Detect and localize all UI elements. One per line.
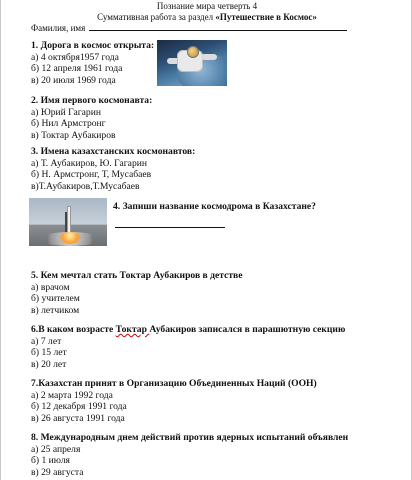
question-4 <box>113 201 316 213</box>
question-3-option-c[interactable]: в)Т.Аубакиров,Т.Мусабаев <box>31 180 140 192</box>
question-6-title-underlined: Токтар <box>115 324 150 335</box>
name-field <box>31 22 347 34</box>
question-8-option-b[interactable]: б) 1 июля <box>31 455 70 466</box>
question-2-option-b[interactable]: б) Нил Армстронг <box>31 118 106 129</box>
question-1-option-b[interactable]: б) 12 апреля 1961 года <box>31 63 123 74</box>
launch-flame <box>59 232 81 244</box>
question-7-option-c[interactable]: в) 26 августа 1991 года <box>31 412 125 424</box>
question-2 <box>31 95 152 141</box>
question-6-title-suffix: Аубакиров записался в парашютную секцию <box>149 324 346 335</box>
worksheet-header <box>1 0 412 23</box>
question-2-option-a[interactable]: а) Юрий Гагарин <box>31 106 101 118</box>
question-6-option-c[interactable]: в) 20 лет <box>31 358 67 370</box>
question-4-answer-line[interactable] <box>115 227 225 228</box>
question-3-option-a[interactable]: а) Т. Аубакиров, Ю. Гагарин <box>31 157 148 169</box>
question-6-title-prefix: 6.В каком возрасте <box>31 324 116 335</box>
astronaut-arm-right <box>201 54 217 60</box>
question-8 <box>31 432 348 478</box>
header-subject: Познание мира четверть 4 <box>156 1 258 11</box>
astronaut-helmet <box>187 46 199 58</box>
question-1-title: 1. Дорога в космос открыта: <box>31 40 155 51</box>
question-1 <box>31 40 154 86</box>
question-8-option-c[interactable]: в) 29 августа <box>31 466 84 478</box>
question-6-option-a[interactable]: а) 7 лет <box>31 335 62 347</box>
header-title-section: «Путешествие в Космос» <box>215 12 317 22</box>
question-6-option-b[interactable]: б) 15 лет <box>31 347 67 358</box>
header-title-prefix: Суммативная работа за раздел <box>97 12 216 22</box>
question-5-option-c[interactable]: в) летчиком <box>31 304 80 316</box>
question-4-title: 4. Запиши название космодрома в Казахстане? <box>113 201 316 212</box>
astronaut-photo <box>157 40 227 86</box>
question-5 <box>31 270 242 316</box>
question-5-option-b[interactable]: б) учителем <box>31 293 80 304</box>
question-8-option-a[interactable]: а) 25 апреля <box>31 443 81 455</box>
question-6 <box>31 324 345 370</box>
question-3-option-b[interactable]: б) Н. Армстронг, Т, Мусабаев <box>31 169 152 180</box>
rocket-launch-photo <box>29 198 107 246</box>
question-7-title: 7.Казахстан принят в Организацию Объединенных Наций (ООН) <box>31 378 317 389</box>
question-1-option-a[interactable]: а) 4 октября1957 года <box>31 51 119 63</box>
question-7-option-a[interactable]: а) 2 марта 1992 года <box>31 389 113 401</box>
name-field-label: Фамилия, имя <box>31 23 86 33</box>
question-5-title: 5. Кем мечтал стать Токтар Аубакиров в детстве <box>31 270 243 281</box>
question-3-title: 3. Имена казахстанских космонавтов: <box>31 146 196 157</box>
question-2-title: 2. Имя первого космонавта: <box>31 95 153 106</box>
question-2-option-c[interactable]: в) Токтар Аубакиров <box>31 129 116 141</box>
question-7-option-b[interactable]: б) 12 декабря 1991 года <box>31 401 127 412</box>
question-1-option-c[interactable]: в) 20 июля 1969 года <box>31 74 116 86</box>
question-5-option-a[interactable]: а) врачом <box>31 281 70 293</box>
question-3 <box>31 146 195 192</box>
question-7 <box>31 378 317 424</box>
question-8-title: 8. Международным днем действий против ядерных испытаний объявлен <box>31 432 349 443</box>
question-6-title <box>31 324 345 336</box>
name-field-line[interactable] <box>89 22 347 31</box>
